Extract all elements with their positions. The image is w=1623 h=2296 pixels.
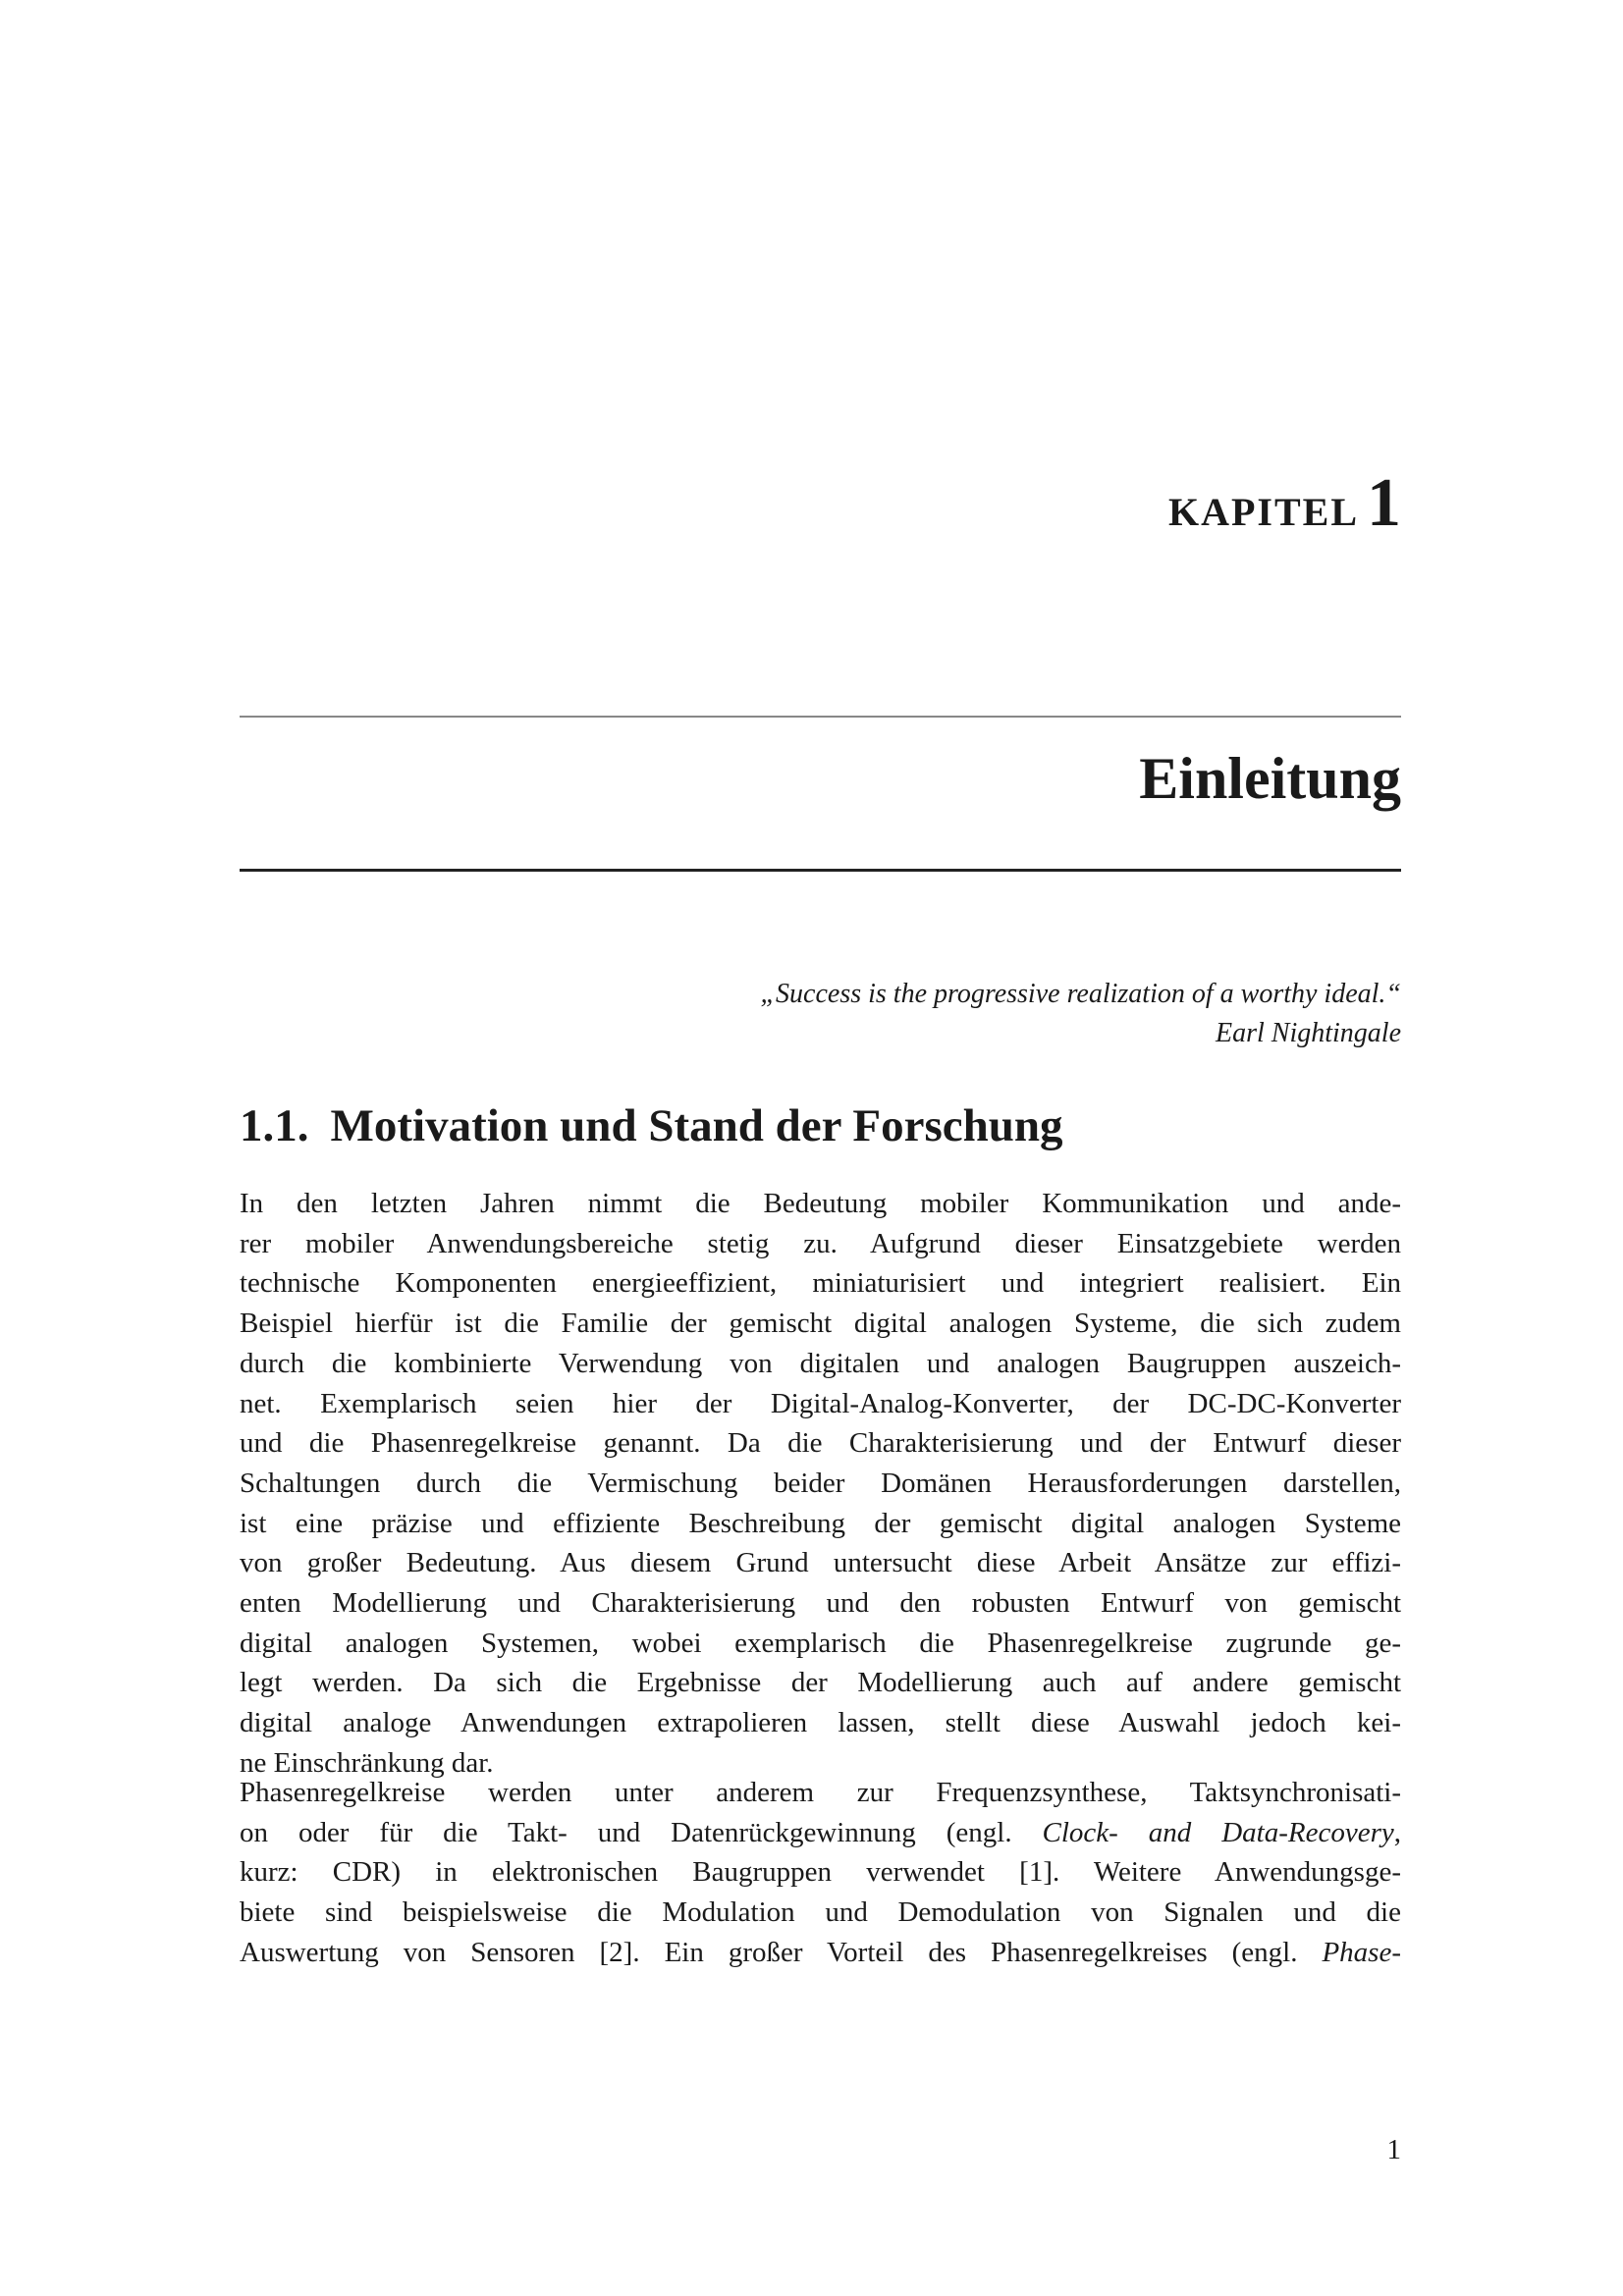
text-line: digital analoge Anwendungen extrapolieren lassen, stellt diese Auswahl jedoch kei- xyxy=(240,1707,1401,1739)
section-heading xyxy=(240,1096,1401,1155)
text-line: durch die kombinierte Verwendung von digitalen und analogen Baugruppen auszeich- xyxy=(240,1347,1401,1379)
text-line: legt werden. Da sich die Ergebnisse der Modellierung auch auf andere gemischt xyxy=(240,1667,1401,1699)
page-number: 1 xyxy=(1386,2134,1401,2165)
english-term: Clock- and Data-Recovery xyxy=(1042,1816,1394,1848)
text-line xyxy=(240,1933,1401,1973)
text-line: technische Komponenten energieeffizient, miniaturisiert und integriert realisiert. Ein xyxy=(240,1267,1401,1300)
text-line: In den letzten Jahren nimmt die Bedeutung mobiler Kommunikation und ande- xyxy=(240,1188,1401,1219)
text-line: von großer Bedeutung. Aus diesem Grund untersucht diese Arbeit Ansätze zur effizi- xyxy=(240,1547,1401,1579)
epigraph-author: Earl Nightingale xyxy=(1216,1018,1401,1048)
chapter-number: 1 xyxy=(1367,465,1401,541)
paragraph-1 xyxy=(240,1184,1401,1784)
title-rule-bottom xyxy=(240,869,1401,872)
section-number: 1.1. xyxy=(240,1100,309,1151)
chapter-label xyxy=(240,465,1401,541)
text-line: net. Exemplarisch seien hier der Digital-Analog-Konverter, der DC-DC-Konverter xyxy=(240,1387,1401,1419)
text-line: Schaltungen durch die Vermischung beider Domänen Herausforderungen darstellen, xyxy=(240,1467,1401,1499)
chapter-word: KAPITEL xyxy=(1167,490,1359,534)
epigraph-quote: „Success is the progressive realization of a worthy ideal.“ xyxy=(760,979,1401,1009)
section-title: Motivation und Stand der Forschung xyxy=(330,1100,1063,1151)
text-line: ist eine präzise und effiziente Beschreibung der gemischt digital analogen Systeme xyxy=(240,1507,1401,1539)
text-line: und die Phasenregelkreise genannt. Da die Charakterisierung und der Entwurf dieser xyxy=(240,1427,1401,1460)
text-line xyxy=(240,1813,1401,1853)
text-line: biete sind beispielsweise die Modulation und Demodulation von Signalen und die xyxy=(240,1896,1401,1929)
text-run: on oder für die Takt- und Datenrückgewinnung (engl. xyxy=(240,1816,1043,1848)
chapter-title: Einleitung xyxy=(1139,746,1401,811)
epigraph xyxy=(240,975,1401,1053)
text-line: Beispiel hierfür ist die Familie der gemischt digital analogen Systeme, die sich zudem xyxy=(240,1308,1401,1340)
text-line: rer mobiler Anwendungsbereiche stetig zu. Aufgrund dieser Einsatzgebiete werden xyxy=(240,1227,1401,1259)
text-run: Auswertung von Sensoren [2]. Ein großer Vorteil des Phasenregelkreises (engl. xyxy=(240,1936,1323,1968)
english-term: Phase- xyxy=(1322,1936,1401,1968)
text-line: ne Einschränkung dar. xyxy=(240,1746,494,1779)
text-line: enten Modellierung und Charakterisierung und den robusten Entwurf von gemischt xyxy=(240,1587,1401,1620)
paragraph-2 xyxy=(240,1773,1401,1973)
text-line: Phasenregelkreise werden unter anderem zur Frequenzsynthese, Taktsynchronisati- xyxy=(240,1777,1401,1808)
text-run: , xyxy=(1393,1816,1401,1848)
text-line: kurz: CDR) in elektronischen Baugruppen verwendet [1]. Weitere Anwendungsge- xyxy=(240,1856,1401,1889)
text-line: digital analogen Systemen, wobei exemplarisch die Phasenregelkreise zugrunde ge- xyxy=(240,1627,1401,1659)
title-rule-top xyxy=(240,716,1401,718)
